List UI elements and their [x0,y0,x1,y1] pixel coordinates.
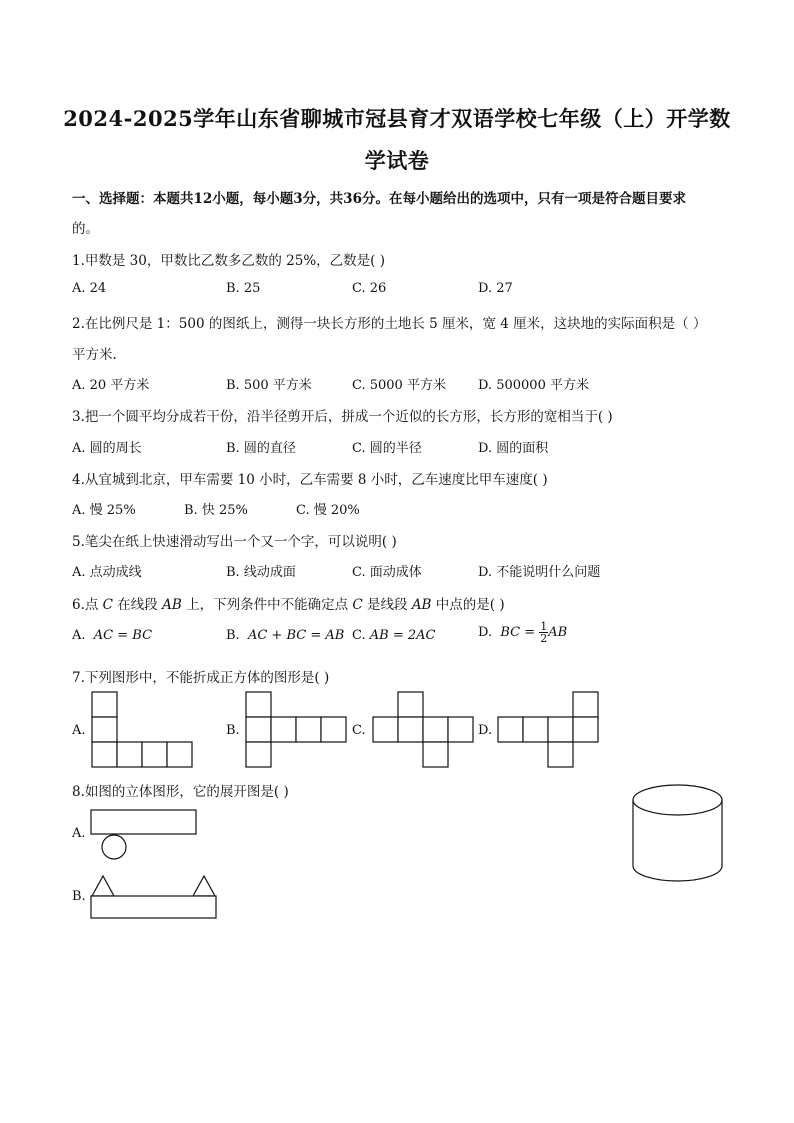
q5-option-b: B. 线动成面 [226,565,296,580]
q6-option-a-label: A. [72,628,86,643]
net-square [271,717,296,742]
q5-option-d: D. 不能说明什么问题 [478,565,601,580]
q3-option-a: A. 圆的周长 [72,441,142,456]
net-square [373,717,398,742]
fraction-numerator: 1 [540,620,548,633]
q6-stem-pre: 6.点 [72,597,103,613]
q2-option-a: A. 20 平方米 [72,378,150,393]
q2-option-b: B. 500 平方米 [226,378,312,393]
question-3-stem: 3.把一个圆平均分成若干份，沿半径剪开后，拼成一个近似的长方形，长方形的宽相当于( ) [72,409,613,425]
q7-option-b-label: B. [226,723,240,738]
q1-option-b: B. 25 [226,281,261,296]
q3-option-b: B. 圆的直径 [226,441,296,456]
net-square [548,717,573,742]
q6-option-b-math: AC + BC = AB [247,628,345,643]
net-square [321,717,346,742]
q7-option-d-label: D. [478,723,493,738]
q1-option-d: D. 27 [478,281,513,296]
question-8-stem: 8.如图的立体图形，它的展开图是( ) [72,784,289,800]
q8-net-b [90,874,220,922]
q4-option-c: C. 慢 20% [296,503,360,518]
net-square [167,742,192,767]
q7-option-c-label: C. [352,723,366,738]
section-instructions-line-1: 一、选择题：本题共12小题，每小题3分，共36分。在每小题给出的选项中，只有一项是符合题目要求 [72,191,686,207]
question-6-stem [72,593,505,613]
q1-option-a: A. 24 [72,281,107,296]
title-line-1: 2024-2025学年山东省聊城市冠县育才双语学校七年级（上）开学数 [63,106,731,131]
q8-net-a [90,809,200,861]
q6-stem-post: 中点的是( ) [431,597,505,613]
net-square [448,717,473,742]
q6-fraction [539,621,548,644]
q6-option-c-math: AB = 2AC [369,628,436,643]
q7-net-d [498,692,600,768]
q6-stem-mid2: 上，下列条件中不能确定点 [181,597,353,613]
q6-option-a-math: AC = BC [93,628,153,643]
q2-option-c: C. 5000 平方米 [352,378,446,393]
q2-option-d: D. 500000 平方米 [478,378,589,393]
q6-option-d [478,621,567,644]
section-instructions-line-2: 的。 [72,221,99,237]
q7-net-a [92,692,194,768]
q6-option-d-label: D. [478,625,493,640]
q7-option-a-label: A. [72,723,86,738]
question-7-stem: 7.下列图形中，不能折成正方体的图形是( ) [72,670,330,686]
q6-option-a [72,628,152,643]
q7-net-c [373,692,475,768]
q6-segment-ab: AB [162,597,182,613]
net-square [92,717,117,742]
net-square [573,717,598,742]
question-4-stem: 4.从宜城到北京，甲车需要 10 小时，乙车需要 8 小时，乙车速度比甲车速度( ) [72,472,548,488]
q1-option-c: C. 26 [352,281,387,296]
q6-stem-mid3: 是线段 [362,597,412,613]
net-square [398,692,423,717]
q7-net-b [246,692,348,768]
q8-option-b-label: B. [72,889,86,904]
question-2-stem: 2.在比例尺是 1：500 的图纸上，测得一块长方形的土地长 5 厘米，宽 4 厘米，这块地的实际面积是（ ） [72,316,707,332]
q6-option-b-label: B. [226,628,240,643]
q6-option-d-math-right: AB [548,625,568,640]
q4-option-a: A. 慢 25% [72,503,136,518]
q3-option-d: D. 圆的面积 [478,441,549,456]
net-square [296,717,321,742]
q6-option-c-label: C. [352,628,366,643]
q8-option-a-label: A. [72,826,86,841]
net-square [523,717,548,742]
q5-option-a: A. 点动成线 [72,565,142,580]
title-line-2: 学试卷 [364,148,430,173]
net-square [92,742,117,767]
q6-option-c [352,628,435,643]
exam-title [60,98,734,182]
question-2-stem-cont: 平方米. [72,347,117,363]
q6-segment-ab-2: AB [411,597,432,613]
net-square [92,692,117,717]
question-5-stem: 5.笔尖在纸上快速滑动写出一个又一个字，可以说明( ) [72,534,397,550]
net-square [246,742,271,767]
q6-point-c-2: C [352,597,363,613]
net-square [423,742,448,767]
q6-option-d-math-left: BC = [500,625,540,640]
q3-option-c: C. 圆的半径 [352,441,422,456]
net-square [423,717,448,742]
q4-option-b: B. 快 25% [184,503,248,518]
fraction-denominator: 2 [540,632,548,645]
net-square [573,692,598,717]
question-1-stem: 1.甲数是 30，甲数比乙数多乙数的 25%，乙数是( ) [72,253,385,269]
net-square [498,717,523,742]
q5-option-c: C. 面动成体 [352,565,422,580]
net-square [398,717,423,742]
net-square [142,742,167,767]
net-square [246,692,271,717]
net-square [548,742,573,767]
net-square [246,717,271,742]
net-square [117,742,142,767]
q6-stem-mid: 在线段 [113,597,163,613]
q8-cylinder-figure [632,784,724,884]
q6-option-b [226,628,344,643]
q6-point-c: C [102,597,114,613]
